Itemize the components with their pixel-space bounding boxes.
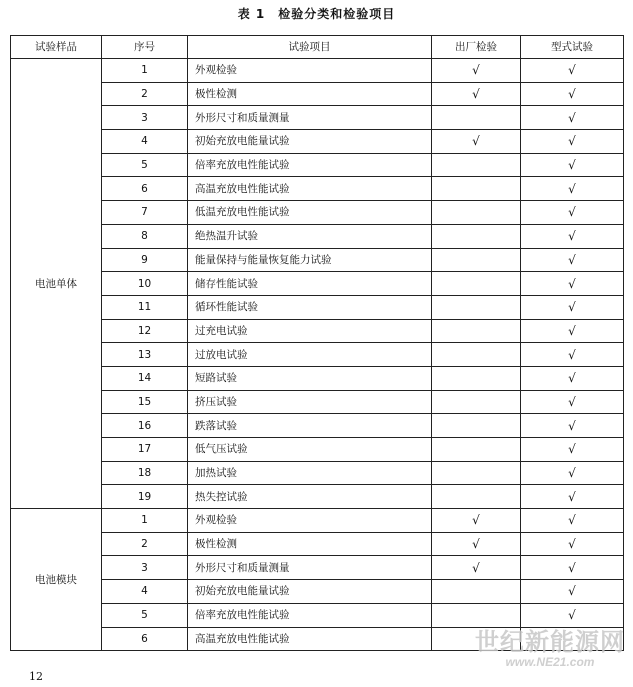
table-row [11, 248, 624, 272]
test-item: 绝热温升试验 [188, 224, 432, 248]
test-item: 倍率充放电性能试验 [188, 153, 432, 177]
table-row [11, 224, 624, 248]
test-item: 高温充放电性能试验 [188, 627, 432, 651]
factory-check: √ [432, 59, 521, 83]
table-row [11, 461, 624, 485]
row-number: 17 [102, 438, 188, 462]
table-row [11, 580, 624, 604]
factory-check [432, 248, 521, 272]
test-item: 热失控试验 [188, 485, 432, 509]
test-item: 初始充放电能量试验 [188, 130, 432, 154]
factory-check [432, 485, 521, 509]
row-number: 2 [102, 82, 188, 106]
test-item: 低气压试验 [188, 438, 432, 462]
row-number: 13 [102, 343, 188, 367]
test-item: 低温充放电性能试验 [188, 201, 432, 225]
table-row [11, 130, 624, 154]
table-row [11, 438, 624, 462]
row-number: 15 [102, 390, 188, 414]
type-check: √ [521, 580, 624, 604]
row-number: 9 [102, 248, 188, 272]
factory-check: √ [432, 130, 521, 154]
sample-cell: 电池模块 [11, 509, 102, 651]
header-row [11, 36, 624, 59]
type-check: √ [521, 532, 624, 556]
test-item: 短路试验 [188, 366, 432, 390]
row-number: 3 [102, 106, 188, 130]
table-row [11, 319, 624, 343]
type-check [521, 627, 624, 651]
table-row [11, 153, 624, 177]
table-row [11, 343, 624, 367]
sample-cell: 电池单体 [11, 59, 102, 509]
test-item: 跌落试验 [188, 414, 432, 438]
row-number: 4 [102, 130, 188, 154]
test-item: 极性检测 [188, 82, 432, 106]
factory-check [432, 272, 521, 296]
table-row [11, 509, 624, 533]
type-check: √ [521, 130, 624, 154]
table-row [11, 414, 624, 438]
test-item: 能量保持与能量恢复能力试验 [188, 248, 432, 272]
row-number: 16 [102, 414, 188, 438]
table-row [11, 106, 624, 130]
table-body [11, 59, 624, 651]
row-number: 4 [102, 580, 188, 604]
header-sample: 试验样品 [11, 36, 102, 59]
factory-check [432, 177, 521, 201]
type-check: √ [521, 59, 624, 83]
type-check: √ [521, 106, 624, 130]
test-item: 倍率充放电性能试验 [188, 603, 432, 627]
test-item: 高温充放电性能试验 [188, 177, 432, 201]
row-number: 7 [102, 201, 188, 225]
table-row [11, 485, 624, 509]
type-check: √ [521, 248, 624, 272]
type-check: √ [521, 485, 624, 509]
factory-check [432, 153, 521, 177]
table-row [11, 295, 624, 319]
test-item: 极性检测 [188, 532, 432, 556]
header-item: 试验项目 [188, 36, 432, 59]
type-check: √ [521, 272, 624, 296]
row-number: 14 [102, 366, 188, 390]
type-check: √ [521, 343, 624, 367]
test-item: 外形尺寸和质量测量 [188, 556, 432, 580]
type-check: √ [521, 461, 624, 485]
factory-check [432, 438, 521, 462]
row-number: 3 [102, 556, 188, 580]
row-number: 19 [102, 485, 188, 509]
type-check: √ [521, 414, 624, 438]
row-number: 5 [102, 153, 188, 177]
type-check: √ [521, 224, 624, 248]
row-number: 12 [102, 319, 188, 343]
factory-check [432, 627, 521, 651]
table-row [11, 627, 624, 651]
table-row [11, 603, 624, 627]
table-row [11, 532, 624, 556]
factory-check [432, 319, 521, 343]
type-check: √ [521, 319, 624, 343]
row-number: 11 [102, 295, 188, 319]
test-item: 外观检验 [188, 59, 432, 83]
type-check: √ [521, 153, 624, 177]
test-item: 挤压试验 [188, 390, 432, 414]
row-number: 6 [102, 177, 188, 201]
type-check: √ [521, 201, 624, 225]
row-number: 2 [102, 532, 188, 556]
factory-check [432, 580, 521, 604]
factory-check [432, 106, 521, 130]
table-row [11, 177, 624, 201]
type-check: √ [521, 556, 624, 580]
row-number: 18 [102, 461, 188, 485]
inspection-table [10, 35, 624, 651]
type-check: √ [521, 366, 624, 390]
factory-check [432, 201, 521, 225]
type-check: √ [521, 177, 624, 201]
type-check: √ [521, 603, 624, 627]
table-title: 表 1 检验分类和检验项目 [237, 7, 396, 21]
row-number: 5 [102, 603, 188, 627]
factory-check [432, 390, 521, 414]
table-row [11, 272, 624, 296]
table-row [11, 59, 624, 83]
factory-check [432, 295, 521, 319]
test-item: 过充电试验 [188, 319, 432, 343]
page-number: 12 [29, 670, 43, 683]
type-check: √ [521, 82, 624, 106]
factory-check: √ [432, 556, 521, 580]
header-factory: 出厂检验 [432, 36, 521, 59]
factory-check: √ [432, 509, 521, 533]
factory-check [432, 461, 521, 485]
row-number: 1 [102, 509, 188, 533]
factory-check [432, 414, 521, 438]
test-item: 加热试验 [188, 461, 432, 485]
test-item: 外形尺寸和质量测量 [188, 106, 432, 130]
type-check: √ [521, 438, 624, 462]
test-item: 储存性能试验 [188, 272, 432, 296]
test-item: 过放电试验 [188, 343, 432, 367]
header-type: 型式试验 [521, 36, 624, 59]
watermark-text: 世纪新能源网 [475, 628, 625, 656]
factory-check: √ [432, 82, 521, 106]
table-row [11, 366, 624, 390]
factory-check [432, 366, 521, 390]
factory-check [432, 343, 521, 367]
factory-check [432, 603, 521, 627]
table-row [11, 201, 624, 225]
type-check: √ [521, 390, 624, 414]
table-row [11, 556, 624, 580]
row-number: 6 [102, 627, 188, 651]
factory-check [432, 224, 521, 248]
row-number: 10 [102, 272, 188, 296]
header-no: 序号 [102, 36, 188, 59]
type-check: √ [521, 509, 624, 533]
row-number: 8 [102, 224, 188, 248]
test-item: 循环性能试验 [188, 295, 432, 319]
test-item: 初始充放电能量试验 [188, 580, 432, 604]
factory-check: √ [432, 532, 521, 556]
row-number: 1 [102, 59, 188, 83]
table-row [11, 82, 624, 106]
type-check: √ [521, 295, 624, 319]
test-item: 外观检验 [188, 509, 432, 533]
table-row [11, 390, 624, 414]
watermark-url: www.NE21.com [505, 655, 595, 669]
